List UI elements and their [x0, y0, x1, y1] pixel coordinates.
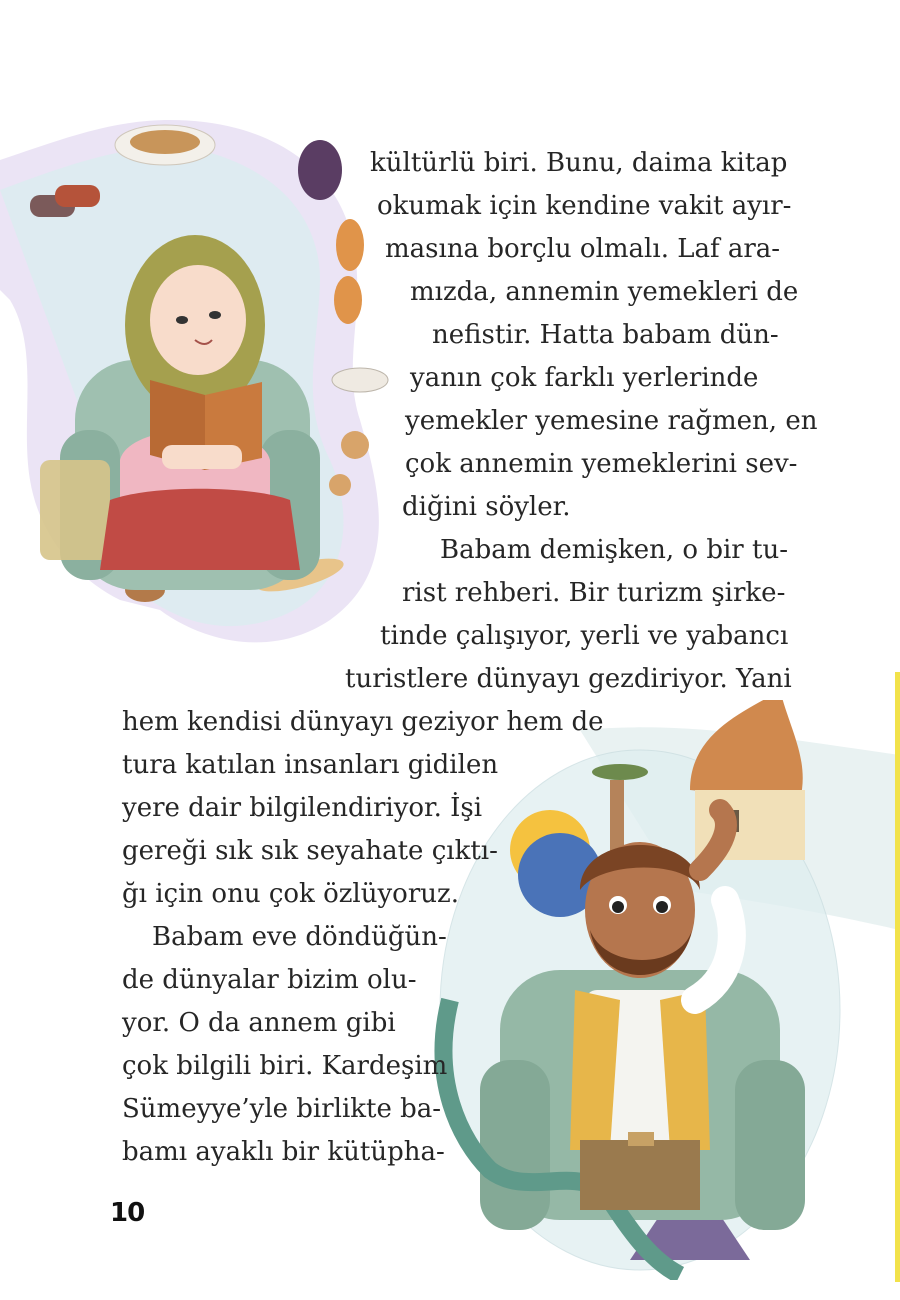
text-line: bamı ayaklı bir kütüpha-	[122, 1137, 445, 1167]
text-line: okumak için kendine vakit ayır-	[377, 191, 792, 221]
text-line: turistlere dünyayı gezdiriyor. Yani	[345, 664, 792, 694]
text-line: yanın çok farklı yerlerinde	[410, 363, 759, 393]
text-line: diğini söyler.	[402, 492, 571, 522]
text-line: Sümeyye’yle birlikte ba-	[122, 1094, 442, 1124]
text-line: Babam demişken, o bir tu-	[440, 535, 788, 565]
text-line: çok annemin yemeklerini sev-	[405, 449, 798, 479]
text-line: de dünyalar bizim olu-	[122, 965, 417, 995]
text-line: çok bilgili biri. Kardeşim	[122, 1051, 448, 1081]
text-line: hem kendisi dünyayı geziyor hem de	[122, 707, 604, 737]
text-line: tinde çalışıyor, yerli ve yabancı	[380, 621, 789, 651]
text-line: yemekler yemesine rağmen, en	[405, 406, 818, 436]
text-line: ğı için onu çok özlüyoruz.	[122, 879, 459, 909]
mother-reading-illustration	[0, 100, 420, 660]
text-line: yor. O da annem gibi	[122, 1008, 396, 1038]
text-line: nefistir. Hatta babam dün-	[432, 320, 779, 350]
text-line: gereği sık sık seyahate çıktı-	[122, 836, 498, 866]
text-line: rist rehberi. Bir turizm şirke-	[402, 578, 786, 608]
text-line: mızda, annemin yemekleri de	[410, 277, 799, 307]
father-guide-illustration	[430, 700, 900, 1280]
text-line: kültürlü biri. Bunu, daima kitap	[370, 148, 788, 178]
text-line: masına borçlu olmalı. Laf ara-	[385, 234, 781, 264]
page-number: 10	[110, 1198, 145, 1228]
text-line: tura katılan insanları gidilen	[122, 750, 499, 780]
text-line: yere dair bilgilendiriyor. İşi	[122, 793, 483, 823]
text-line: Babam eve döndüğün-	[152, 922, 447, 952]
page-edge-tab	[895, 672, 900, 1282]
